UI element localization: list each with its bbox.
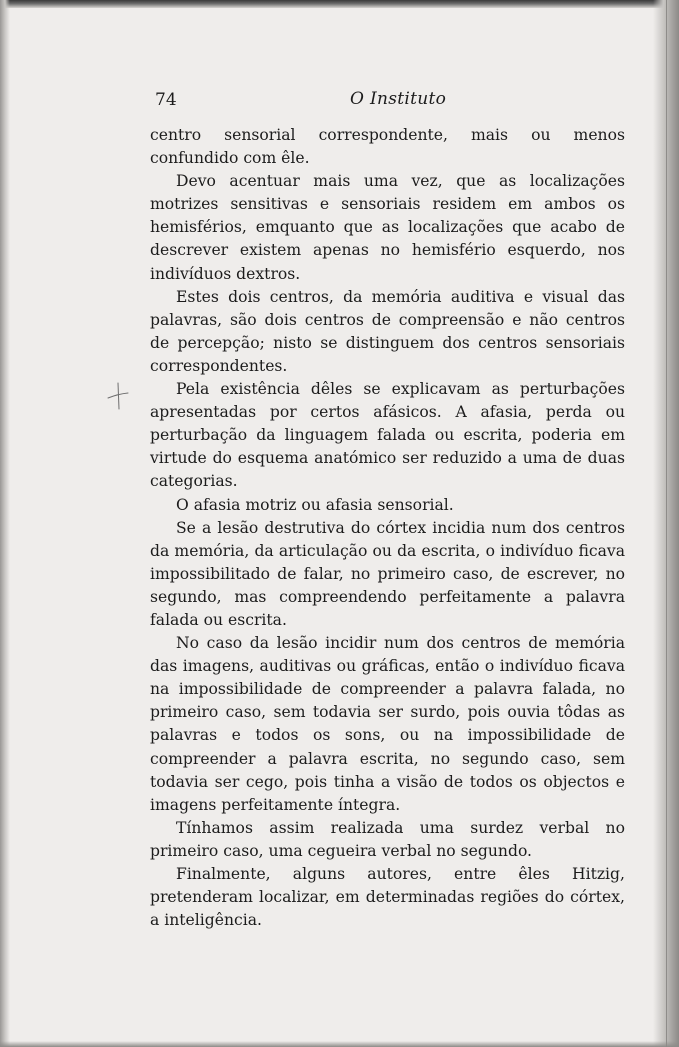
- page-bottom-edge: [0, 1041, 679, 1047]
- paragraph: Finalmente, alguns autores, entre êles Hitzig, pretenderam localizar, em determinadas regiões do córtex, a inteligência.: [150, 865, 625, 930]
- page-top-edge: [0, 0, 679, 8]
- body-text: [150, 124, 625, 932]
- paragraph: Estes dois centros, da memória auditiva e visual das palavras, são dois centros de compreensão e não centros de percepção; nisto se distinguem dos centros sensoriais correspondentes.: [150, 287, 625, 375]
- paragraph: Se a lesão destrutiva do córtex incidia num dos centros da memória, da articulação ou da escrita, o indivíduo ficava impossibilitado de falar, no primeiro caso, de escrever, no segundo, mas compreendendo perfeitamente a palavra falada ou escrita.: [150, 518, 625, 629]
- paragraph: Tínhamos assim realizada uma surdez verbal no primeiro caso, uma cegueira verbal no segundo.: [150, 818, 625, 860]
- page-number: 74: [155, 90, 177, 110]
- page-right-edge-line: [666, 0, 667, 1047]
- paragraph: Devo acentuar mais uma vez, que as localizações motrizes sensitivas e sensoriais residem em ambos os hemisférios, emquanto que as localizações que acabo de descrever existem apenas no hemisfério esquerdo, nos indivíduos dextros.: [150, 172, 625, 283]
- running-head: O Instituto: [350, 89, 447, 109]
- pencil-cross-mark-icon: [106, 381, 130, 411]
- page-header: [155, 86, 625, 116]
- paragraph-continuation: centro sensorial correspondente, mais ou menos confundido com êle.: [150, 126, 625, 168]
- paragraph: Pela existência dêles se explicavam as perturbações apresentadas por certos afásicos. A afasia, perda ou perturbação da linguagem falada ou escrita, poderia em virtude do esquema anatómico ser reduzido a uma de duas categorias.: [150, 380, 625, 491]
- paragraph: No caso da lesão incidir num dos centros de memória das imagens, auditivas ou gráficas, então o indivíduo ficava na impossibilidade de compreender a palavra falada, no primeiro caso, sem todavia ser surdo, pois ouvia tôdas as palavras e todos os sons, ou na impossibilidade de compreender a palavra escrita, no segundo caso, sem todavia ser cego, pois tinha a visão de todos os objectos e imagens perfeitamente íntegra.: [150, 634, 625, 814]
- page-left-edge: [0, 0, 10, 1047]
- paragraph: O afasia motriz ou afasia sensorial.: [176, 495, 454, 514]
